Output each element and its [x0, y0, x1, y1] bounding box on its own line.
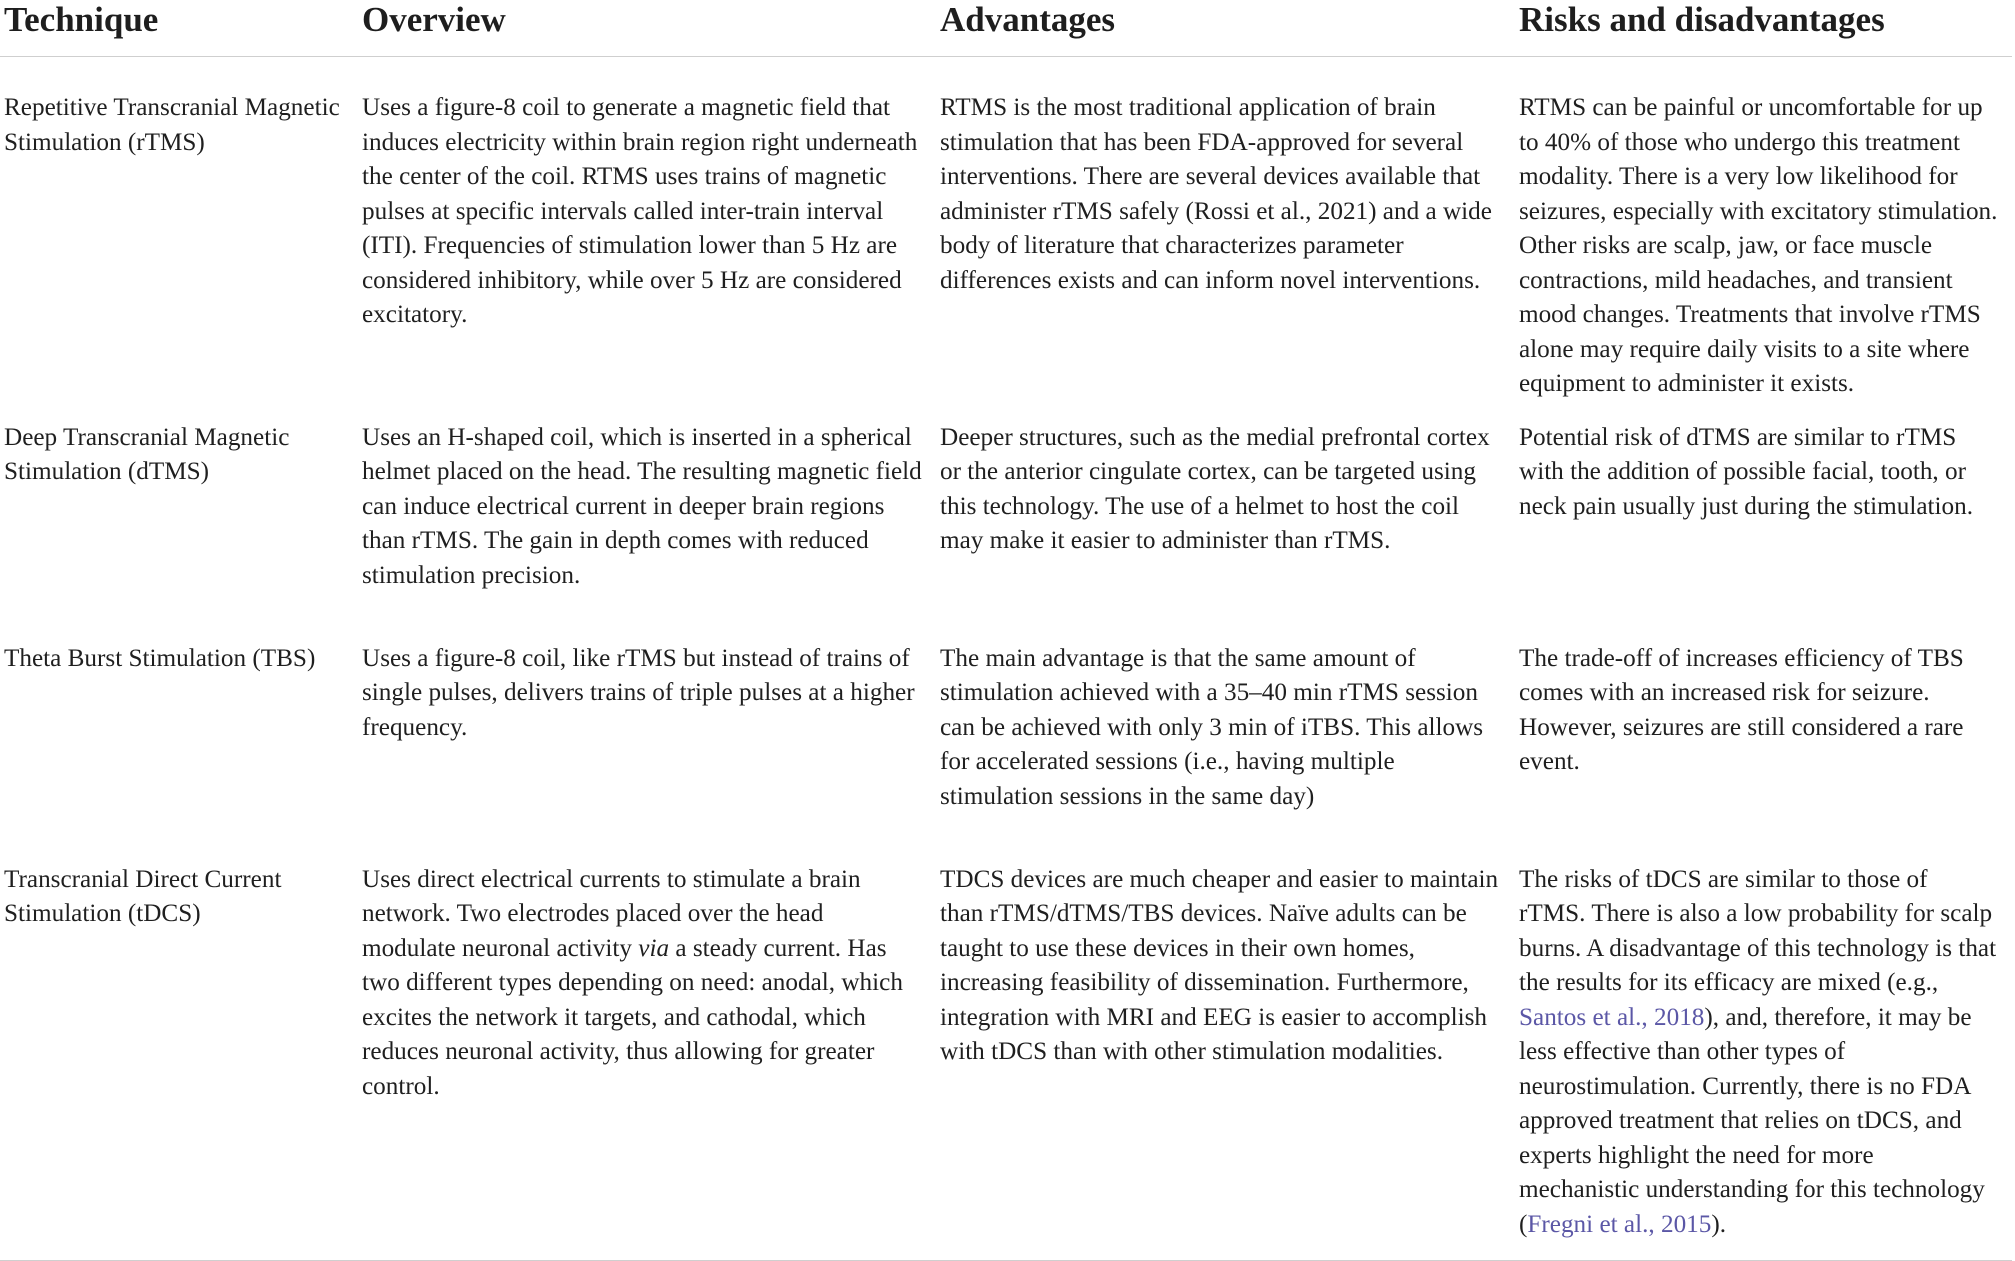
header-overview: Overview	[358, 0, 936, 57]
header-risks: Risks and disadvantages	[1515, 0, 2012, 57]
cell-overview	[358, 844, 936, 1261]
cell-technique: Theta Burst Stimulation (TBS)	[4, 644, 316, 672]
overview-italic-via: via	[638, 934, 670, 962]
cell-risks	[1515, 844, 2012, 1261]
header-advantages: Advantages	[936, 0, 1515, 57]
cell-technique: Deep Transcranial Magnetic Stimulation (dTMS)	[4, 423, 290, 485]
cell-risks: The trade-off of increases efficiency of TBS comes with an increased risk for seizure. However, seizures are still considered a rare event.	[1519, 644, 1964, 775]
table-header	[0, 0, 2012, 57]
overview-text: a steady current. Has two different types depending on need: anodal, which excites the network it targets, and cathodal, which reduces neuronal activity, thus allowing for greater control.	[362, 934, 903, 1100]
header-row	[0, 0, 2012, 57]
cell-overview: Uses a figure-8 coil to generate a magnetic field that induces electricity within brain region right underneath the center of the coil. RTMS uses trains of magnetic pulses at specific intervals called inter-train interval (ITI). Frequencies of stimulation lower than 5 Hz are considered inhibitory, while over 5 Hz are considered excitatory.	[362, 94, 918, 328]
cell-advantages: The main advantage is that the same amount of stimulation achieved with a 35–40 min rTMS session can be achieved with only 3 min of iTBS. This allows for accelerated sessions (i.e., having multiple stimulation sessions in the same day)	[940, 644, 1484, 810]
table-body	[0, 57, 2012, 1261]
overview-text: Uses direct electrical currents to stimulate a brain network. Two electrodes placed over the head modulate neuronal activity	[362, 865, 861, 962]
citation-link-fregni-2015[interactable]: Fregni et al., 2015	[1527, 1210, 1712, 1238]
header-technique: Technique	[0, 0, 358, 57]
cell-advantages: RTMS is the most traditional application of brain stimulation that has been FDA-approved for several interventions. There are several devices available that administer rTMS safely (Rossi et al., 2021) and a wide body of literature that characterizes parameter differences exists and can inform novel interventions.	[940, 94, 1492, 294]
table-row	[0, 844, 2012, 1261]
risks-text: The risks of tDCS are similar to those of rTMS. There is also a low probability for scalp burns. A disadvantage of this technology is that the results for its efficacy are mixed (e.g.,	[1519, 865, 1997, 996]
cell-risks: Potential risk of dTMS are similar to rTMS with the addition of possible facial, tooth, or neck pain usually just during the stimulation.	[1519, 423, 1974, 520]
risks-text: ).	[1711, 1210, 1727, 1238]
table-row	[0, 57, 2012, 402]
cell-risks: RTMS can be painful or uncomfortable for up to 40% of those who undergo this treatment modality. There is a very low likelihood for seizures, especially with excitatory stimulation. Other risks are scalp, jaw, or face muscle contractions, mild headaches, and transient mood changes. Treatments that involve rTMS alone may require daily visits to a site where equipment to administer it exists.	[1519, 94, 1998, 397]
table-row	[0, 623, 2012, 844]
table-row	[0, 402, 2012, 623]
citation-link-santos-2018[interactable]: Santos et al., 2018	[1519, 1003, 1705, 1031]
cell-advantages: Deeper structures, such as the medial prefrontal cortex or the anterior cingulate cortex, can be targeted using this technology. The use of a helmet to host the coil may make it easier to administer than rTMS.	[940, 423, 1490, 554]
risks-text: ), and, therefore, it may be less effective than other types of neurostimulation. Currently, there is no FDA approved treatment that relies on tDCS, and experts highlight the need for more mechanistic understanding for this technology (	[1519, 1003, 1985, 1238]
cell-overview: Uses a figure-8 coil, like rTMS but instead of trains of single pulses, delivers trains of triple pulses at a higher frequency.	[362, 644, 915, 741]
cell-overview: Uses an H-shaped coil, which is inserted in a spherical helmet placed on the head. The resulting magnetic field can induce electrical current in deeper brain regions than rTMS. The gain in depth comes with reduced stimulation precision.	[362, 423, 922, 589]
cell-technique: Repetitive Transcranial Magnetic Stimulation (rTMS)	[4, 94, 340, 156]
cell-advantages: TDCS devices are much cheaper and easier to maintain than rTMS/dTMS/TBS devices. Naïve adults can be taught to use these devices in their own homes, increasing feasibility of dissemination. Furthermore, integration with MRI and EEG is easier to accomplish with tDCS than with other stimulation modalities.	[936, 844, 1515, 1261]
cell-technique: Transcranial Direct Current Stimulation (tDCS)	[0, 844, 358, 1261]
